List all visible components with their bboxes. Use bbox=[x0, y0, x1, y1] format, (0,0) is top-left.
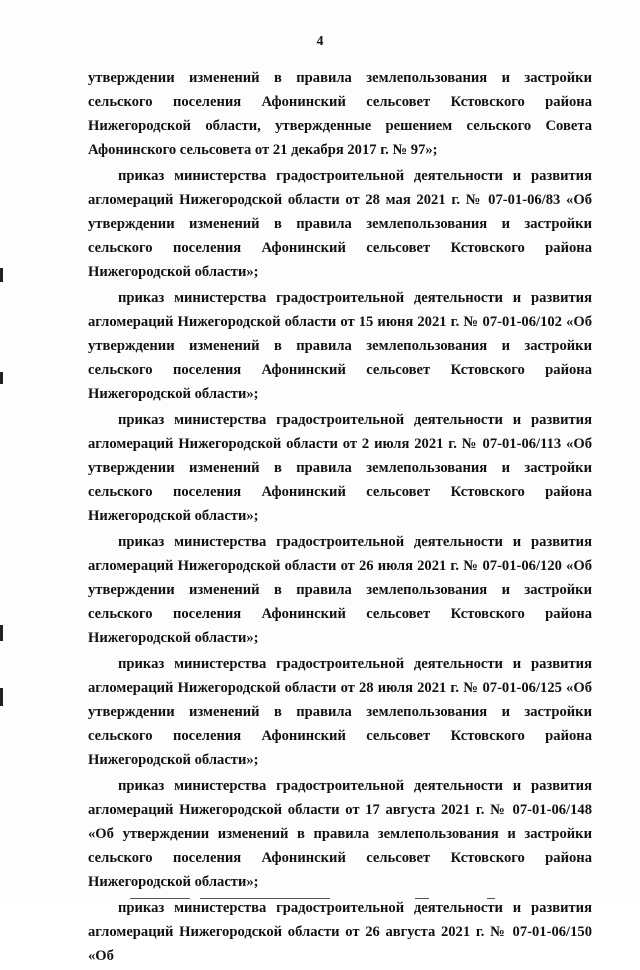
paragraph-order-83: приказ министерства градостроительной деятельности и развития агломераций Нижегородской области от 28 мая 2021 г. № 07-01-06/83 «Об утверждении изменений в правила землепользования и застройки сельского поселения Афонинский сельсовет Кстовского района Нижегородской области»; bbox=[88, 168, 592, 280]
paragraph-continuation: утверждении изменений в правила землепользования и застройки сельского поселения Афонинский сельсовет Кстовского района Нижегородской области, утвержденные решением сельского Совета Афонинского сельсовета от 21 декабря 2017 г. № 97»; bbox=[88, 70, 592, 158]
paragraph-order-120: приказ министерства градостроительной деятельности и развития агломераций Нижегородской области от 26 июля 2021 г. № 07-01-06/120 «Об утверждении изменений в правила землепользования и застройки сельского поселения Афонинский сельсовет Кстовского района Нижегородской области»; bbox=[88, 534, 592, 646]
paragraph-order-148: приказ министерства градостроительной деятельности и развития агломераций Нижегородской области от 17 августа 2021 г. № 07-01-06/148 «Об утверждении изменений в правила землепользования и застройки сельского поселения Афонинский сельсовет Кстовского района Нижегородской области»; bbox=[88, 778, 592, 890]
footer-scan-line bbox=[200, 898, 330, 899]
paragraph-order-113: приказ министерства градостроительной деятельности и развития агломераций Нижегородской области от 2 июля 2021 г. № 07-01-06/113 «Об утверждении изменений в правила землепользования и застройки сельского поселения Афонинский сельсовет Кстовского района Нижегородской области»; bbox=[88, 412, 592, 524]
page-number: 4 bbox=[316, 34, 324, 49]
paragraph-order-102: приказ министерства градостроительной деятельности и развития агломераций Нижегородской области от 15 июня 2021 г. № 07-01-06/102 «Об утверждении изменений в правила землепользования и застройки сельского поселения Афонинский сельсовет Кстовского района Нижегородской области»; bbox=[88, 290, 592, 402]
footer-scan-line bbox=[415, 898, 429, 899]
scan-mark bbox=[0, 688, 3, 706]
paragraph-order-150: приказ министерства градостроительной деятельности и развития агломераций Нижегородской области от 26 августа 2021 г. № 07-01-06/150 «Об bbox=[88, 900, 592, 964]
document-body bbox=[88, 66, 592, 970]
paragraph-order-125: приказ министерства градостроительной деятельности и развития агломераций Нижегородской области от 28 июля 2021 г. № 07-01-06/125 «Об утверждении изменений в правила землепользования и застройки сельского поселения Афонинский сельсовет Кстовского района Нижегородской области»; bbox=[88, 656, 592, 768]
footer-scan-line bbox=[487, 898, 495, 899]
scan-mark bbox=[0, 268, 3, 282]
scan-mark bbox=[0, 372, 3, 384]
scan-mark bbox=[0, 625, 3, 641]
footer-scan-line bbox=[130, 898, 190, 899]
